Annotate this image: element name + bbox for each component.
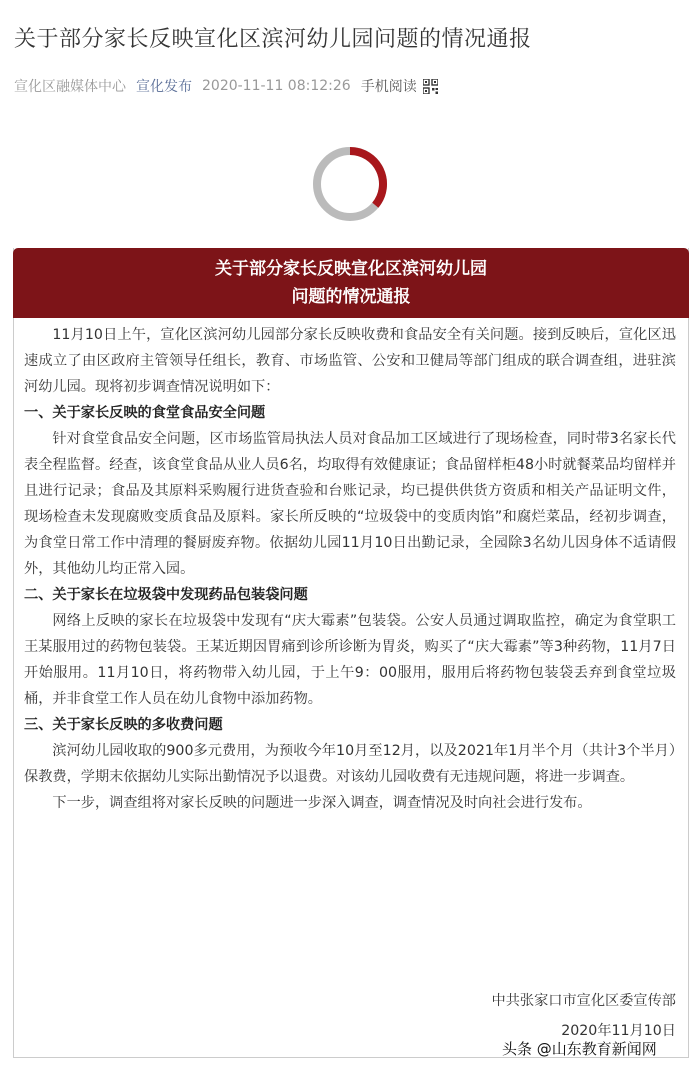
account-link[interactable]: 宣化发布 — [136, 79, 192, 95]
article-meta — [14, 76, 438, 96]
paragraph-medicine: 网络上反映的家长在垃圾袋中发现有“庆大霉素”包装袋。公安人员通过调取监控，确定为食堂职工王某服用过的药物包装袋。王某近期因胃痛到诊所诊断为胃炎，购买了“庆大霉素”等3种药物，11月7日开始服用。11月10日，将药物带入幼儿园，于上午9：00服用，服用后将药物包装袋丢弃到食堂垃圾桶，并非食堂工作人员在幼儿食物中添加药物。 — [24, 613, 676, 707]
section-heading-food: 一、关于家长反映的食堂食品安全问题 — [24, 405, 266, 421]
publish-datetime: 2020-11-11 08:12:26 — [202, 78, 351, 94]
signature-date: 2020年11月10日 — [561, 1023, 676, 1039]
page-title: 关于部分家长反映宣化区滨河幼儿园问题的情况通报 — [14, 27, 532, 52]
signature: 中共张家口市宣化区委宣传部 — [491, 993, 676, 1009]
qr-code-icon[interactable] — [423, 79, 438, 94]
source-label: 宣化区融媒体中心 — [14, 79, 126, 95]
notice-body — [24, 322, 676, 816]
watermark: 头条 @山东教育新闻网 — [502, 1040, 657, 1058]
paragraph-fees: 滨河幼儿园收取的900多元费用，为预收今年10月至12月，以及2021年1月半个月（共计3个半月）保教费，学期末依据幼儿实际出勤情况予以退费。对该幼儿园收费有无违规问题，将进一步调查。 — [24, 743, 676, 785]
paragraph-next-step: 下一步，调查组将对家长反映的问题进一步深入调查，调查情况及时向社会进行发布。 — [52, 795, 592, 811]
section-heading-fees: 三、关于家长反映的多收费问题 — [24, 717, 223, 733]
notice-card — [13, 248, 689, 1058]
paragraph-food: 针对食堂食品安全问题，区市场监管局执法人员对食品加工区域进行了现场检查，同时带3名家长代表全程监督。经查，该食堂食品从业人员6名，均取得有效健康证；食品留样柜48小时就餐菜品均留样并且进行记录；食品及其原料采购履行进货查验和台账记录，均已提供供货方资质和相关产品证明文件，现场检查未发现腐败变质食品及原料。家长所反映的“垃圾袋中的变质肉馅”和腐烂菜品，经初步调查，为食堂日常工作中清理的餐厨废弃物。依据幼儿园11月10日出勤记录，全园除3名幼儿因身体不适请假外，其他幼儿均正常入园。 — [24, 431, 676, 577]
notice-header-line2: 问题的情况通报 — [291, 287, 411, 307]
notice-header-line1: 关于部分家长反映宣化区滨河幼儿园 — [215, 259, 487, 279]
mobile-read-link[interactable]: 手机阅读 — [360, 79, 417, 95]
notice-header — [13, 248, 689, 318]
section-heading-medicine: 二、关于家长在垃圾袋中发现药品包装袋问题 — [24, 587, 308, 603]
paragraph-intro: 11月10日上午，宣化区滨河幼儿园部分家长反映收费和食品安全有关问题。接到反映后，宣化区迅速成立了由区政府主管领导任组长，教育、市场监管、公安和卫健局等部门组成的联合调查组，进驻滨河幼儿园。现将初步调查情况说明如下： — [24, 327, 676, 395]
loading-spinner-icon — [310, 144, 390, 224]
